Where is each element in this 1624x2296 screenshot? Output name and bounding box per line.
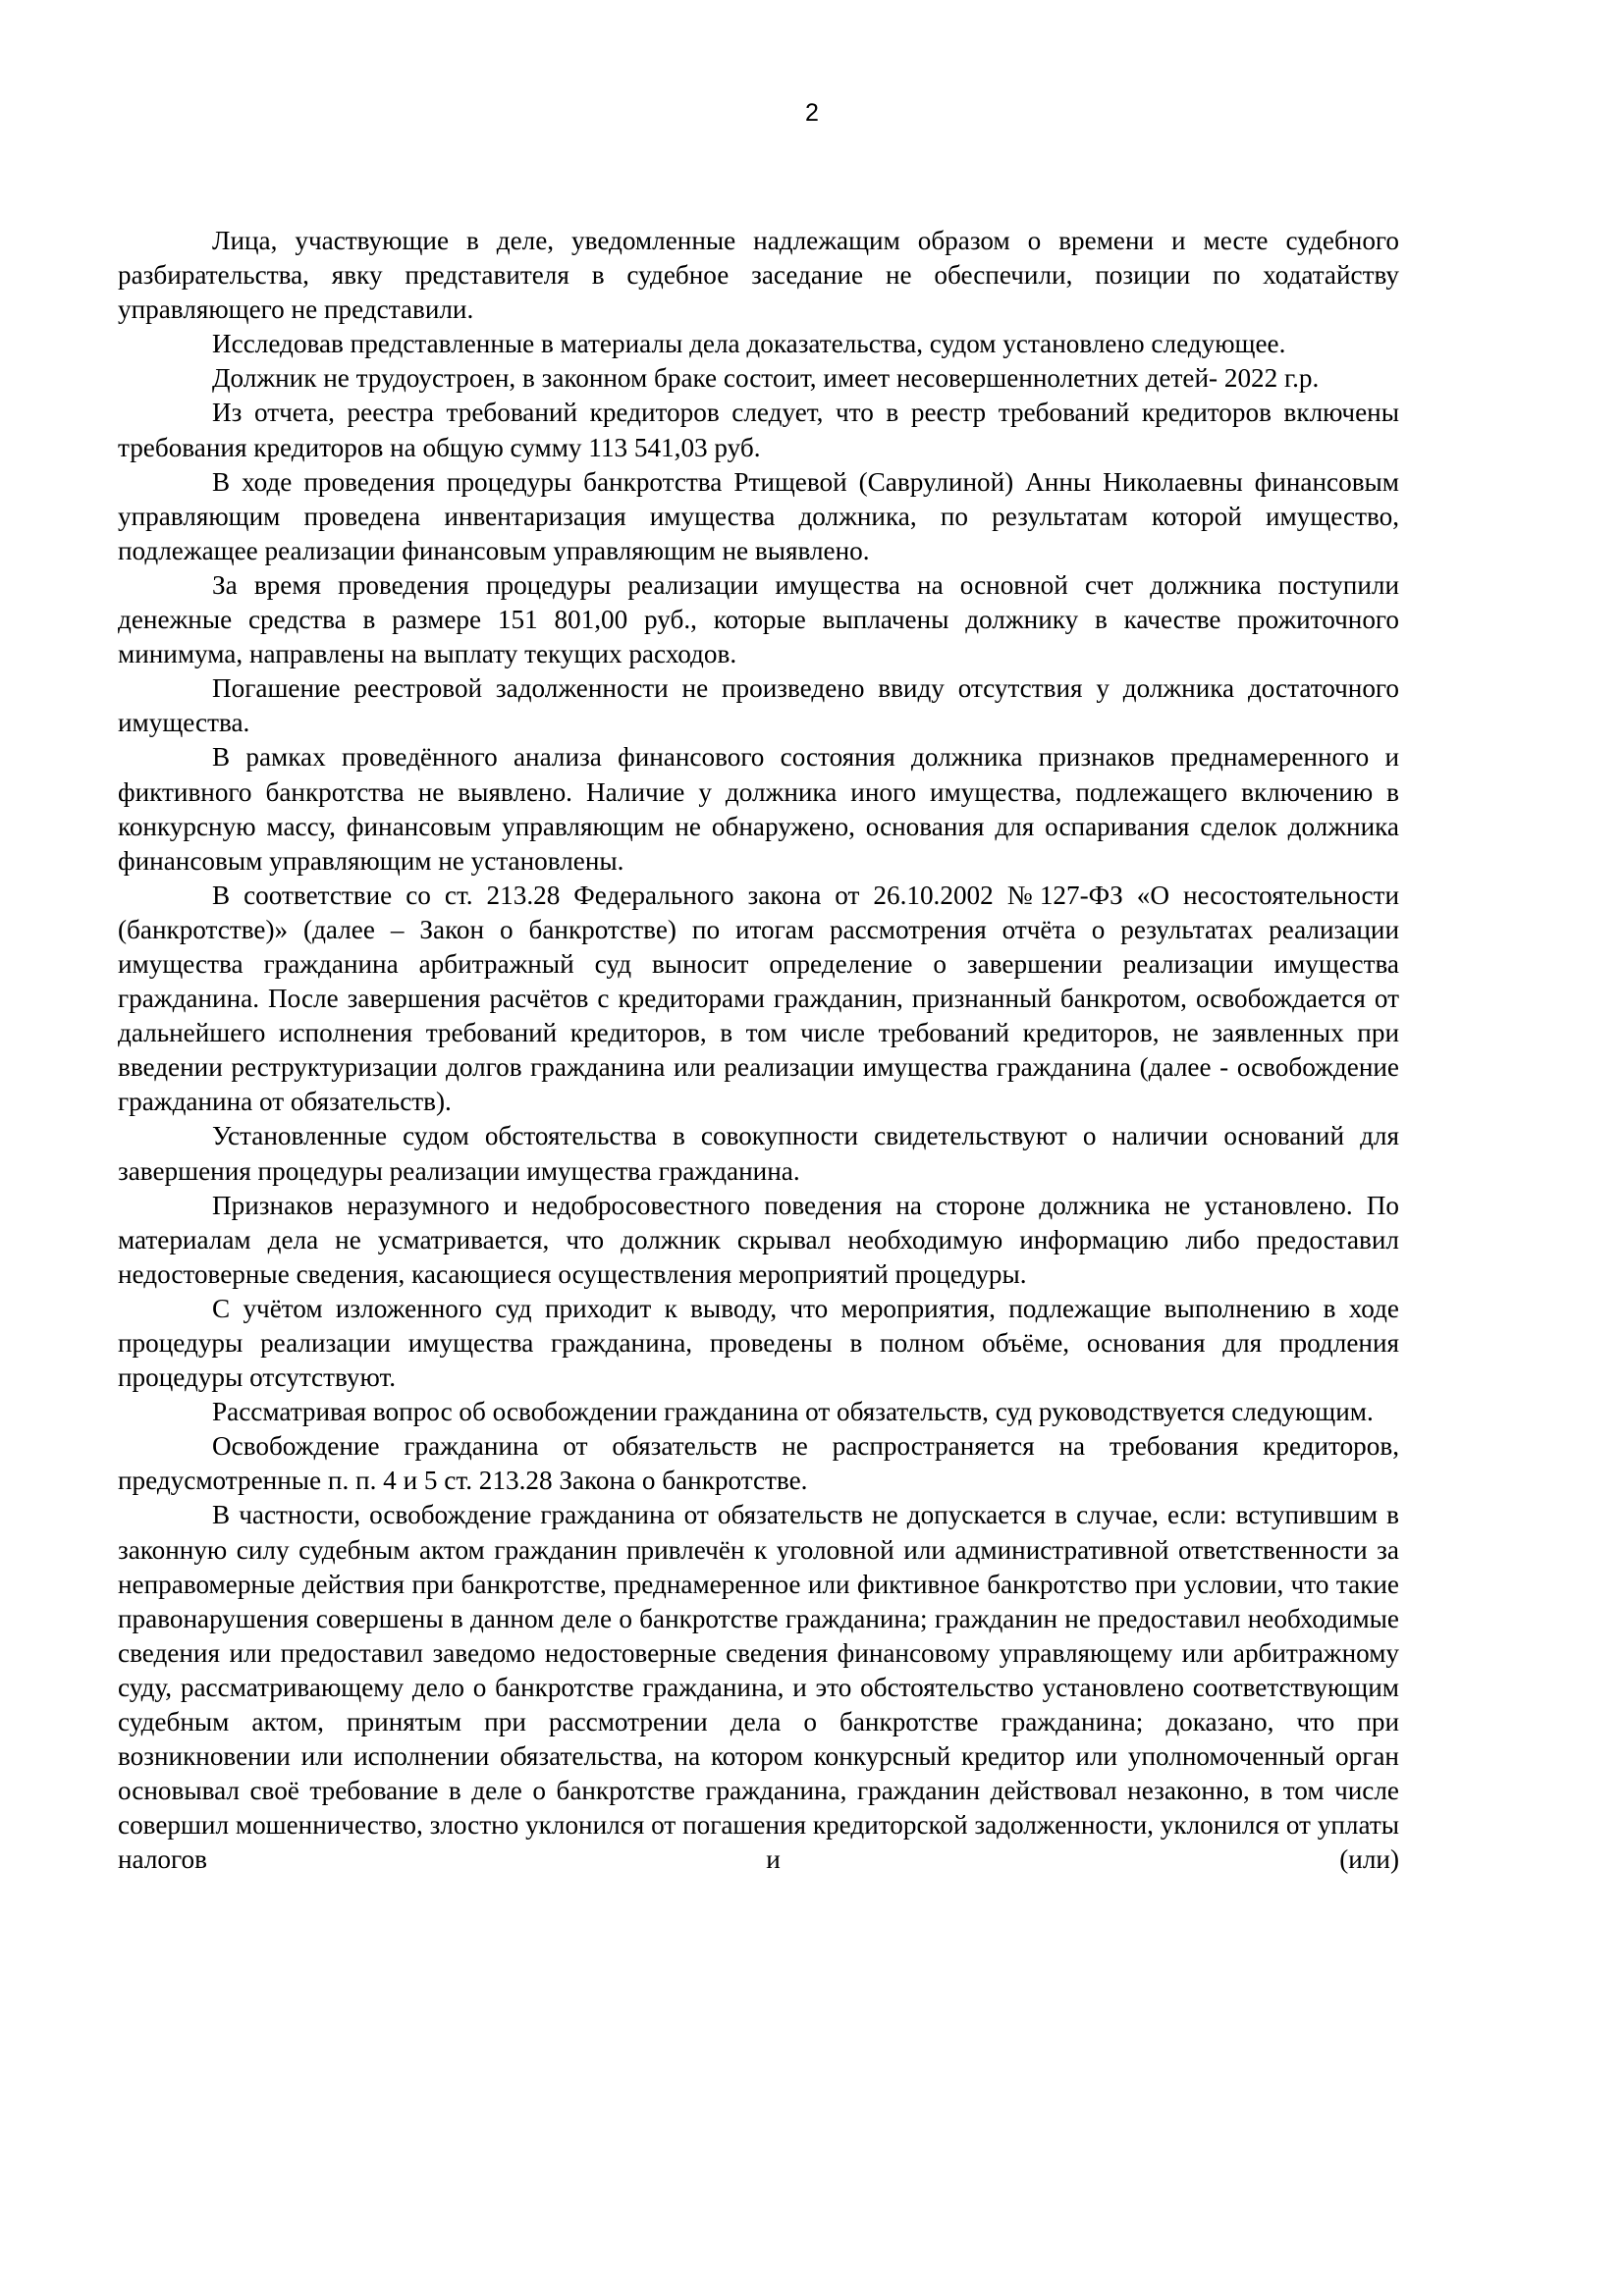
paragraph: Исследовав представленные в материалы дела доказательства, судом установлено следующее. — [212, 329, 1286, 359]
paragraph: Из отчета, реестра требований кредиторов следует, что в реестр требований кредиторов включены требования кредиторов на общую сумму 113 541,03 руб. — [118, 398, 1399, 462]
paragraph: В соответствие со ст. 213.28 Федерального закона от 26.10.2002 №127-ФЗ «О несостоятельности (банкротстве)» (далее – Закон о банкротстве) по итогам рассмотрения отчёта о результатах реализации имущества гражданина арбитражный суд выносит определение о завершении реализации имущества гражданина. После завершения расчётов с кредиторами гражданин, признанный банкротом, освобождается от дальнейшего исполнения требований кредиторов, в том числе требований кредиторов, не заявленных при введении реструктуризации долгов гражданина или реализации имущества гражданина (далее - освобождение гражданина от обязательств). — [118, 880, 1399, 1117]
paragraph: Рассматривая вопрос об освобождении гражданина от обязательств, суд руководствуется следующим. — [212, 1397, 1374, 1427]
paragraph: Признаков неразумного и недобросовестного поведения на стороне должника не установлено. По материалам дела не усматривается, что должник скрывал необходимую информацию либо предоставил недостоверные сведения, касающиеся осуществления мероприятий процедуры. — [118, 1190, 1399, 1289]
paragraph: Лица, участвующие в деле, уведомленные надлежащим образом о времени и месте судебного разбирательства, явку представителя в судебное заседание не обеспечили, позиции по ходатайству управляющего не представили. — [118, 226, 1399, 325]
paragraph: Установленные судом обстоятельства в совокупности свидетельствуют о наличии оснований для завершения процедуры реализации имущества гражданина. — [118, 1121, 1399, 1186]
page-number: 2 — [805, 99, 819, 127]
paragraph: В частности, освобождение гражданина от обязательств не допускается в случае, если: вступившим в законную силу судебным актом гражданин привлечён к уголовной или административной ответственности за неправомерные действия при банкротстве, преднамеренное или фиктивное банкротство при условии, что такие правонарушения совершены в данном деле о банкротстве гражданина; гражданин не предоставил необходимые сведения или предоставил заведомо недостоверные сведения финансовому управляющему или арбитражному суду, рассматривающему дело о банкротстве гражданина, и это обстоятельство установлено соответствующим судебным актом, принятым при рассмотрении дела о банкротстве гражданина; доказано, что при возникновении или исполнении обязательства, на котором конкурсный кредитор или уполномоченный орган основывал своё требование в деле о банкротстве гражданина, гражданин действовал незаконно, в том числе совершил мошенничество, злостно уклонился от погашения кредиторской задолженности, уклонился от уплаты налогов и (или) — [118, 1500, 1399, 1875]
document-body — [118, 224, 1399, 1878]
paragraph: За время проведения процедуры реализации имущества на основной счет должника поступили денежные средства в размере 151 801,00 руб., которые выплачены должнику в качестве прожиточного минимума, направлены на выплату текущих расходов. — [118, 569, 1399, 669]
paragraph: В рамках проведённого анализа финансового состояния должника признаков преднамеренного и фиктивного банкротства не выявлено. Наличие у должника иного имущества, подлежащего включению в конкурсную массу, финансовым управляющим не обнаружено, основания для оспаривания сделок должника финансовым управляющим не установлены. — [118, 742, 1399, 876]
paragraph: В ходе проведения процедуры банкротства Ртищевой (Саврулиной) Анны Николаевны финансовым управляющим проведена инвентаризация имущества должника, по результатам которой имущество, подлежащее реализации финансовым управляющим не выявлено. — [118, 466, 1399, 565]
paragraph: Освобождение гражданина от обязательств не распространяется на требования кредиторов, предусмотренные п. п. 4 и 5 ст. 213.28 Закона о банкротстве. — [118, 1431, 1399, 1496]
paragraph: Погашение реестровой задолженности не произведено ввиду отсутствия у должника достаточного имущества. — [118, 673, 1399, 738]
paragraph: С учётом изложенного суд приходит к выводу, что мероприятия, подлежащие выполнению в ходе процедуры реализации имущества гражданина, проведены в полном объёме, основания для продления процедуры отсутствуют. — [118, 1293, 1399, 1393]
paragraph: Должник не трудоустроен, в законном браке состоит, имеет несовершеннолетних детей- 2022 г.р. — [212, 363, 1320, 394]
